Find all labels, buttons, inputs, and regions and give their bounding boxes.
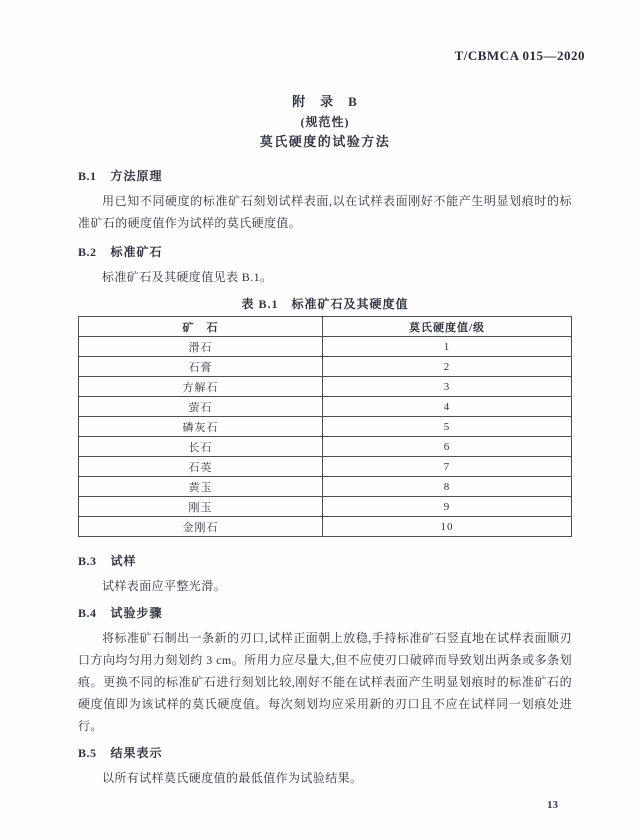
page-content [78,94,572,789]
section-paragraph: 标准矿石及其硬度值见表 B.1。 [102,270,273,284]
table-row [79,337,572,357]
mineral-name: 金刚石 [79,517,323,537]
section-paragraph: 试样表面应平整光滑。 [102,579,227,593]
mineral-name: 黄玉 [79,477,323,497]
mineral-name: 石英 [79,457,323,477]
mineral-name: 滑石 [79,337,323,357]
hardness-value: 8 [323,477,572,497]
section-id: B.3 [78,554,97,568]
section-id: B.2 [78,245,97,259]
table-row [79,377,572,397]
mineral-name: 方解石 [79,377,323,397]
table-header-row [79,317,572,337]
standard-reference: T/CBMCA 015—2020 [454,48,585,63]
section-heading-b5 [78,745,572,761]
table-row [79,517,572,537]
hardness-value: 3 [323,377,572,397]
mineral-name: 萤石 [79,397,323,417]
table-row [79,437,572,457]
hardness-value: 6 [323,437,572,457]
column-header-hardness: 莫氏硬度值/级 [323,317,572,337]
section-heading-b4 [78,605,572,621]
hardness-value: 2 [323,357,572,377]
section-title: 标准矿石 [110,245,163,259]
section-id: B.5 [78,746,97,760]
table-row [79,477,572,497]
hardness-value: 9 [323,497,572,517]
table-row [79,457,572,477]
table-row [79,417,572,437]
section-paragraph: 将标准矿石制出一条新的刃口,试样正面朝上放稳,手持标准矿石竖直地在试样表面顺刃口方向均匀用力刻划约 3 cm。所用力应尽量大,但不应使刃口破碎而导致划出两条或多条划痕。更换不同的标准矿石进行刻划比较,刚好不能在试样表面产生明显划痕时的标准矿石的硬度值即为该试样的莫氏硬度值。每次刻划均应采用新的刃口且不应在试样同一划痕处进行。 [78,631,572,733]
page-number: 13 [547,799,558,811]
mineral-name: 刚玉 [79,497,323,517]
hardness-value: 7 [323,457,572,477]
section-paragraph: 以所有试样莫氏硬度值的最低值作为试验结果。 [102,771,363,785]
mineral-name: 长石 [79,437,323,457]
appendix-title: 附 录 B [292,94,358,109]
mineral-name: 石膏 [79,357,323,377]
section-heading-b1 [78,168,572,184]
table-caption: 表 B.1 标准矿石及其硬度值 [241,297,409,311]
section-title: 方法原理 [110,169,163,183]
table-row [79,397,572,417]
mineral-hardness-table [78,316,572,537]
section-title: 试样 [110,554,137,568]
hardness-value: 10 [323,517,572,537]
section-title: 结果表示 [110,746,163,760]
column-header-mineral: 矿 石 [79,317,323,337]
section-title: 试验步骤 [110,606,163,620]
appendix-subtitle: (规范性) [300,115,350,129]
table-row [79,357,572,377]
mineral-name: 磷灰石 [79,417,323,437]
hardness-value: 5 [323,417,572,437]
section-id: B.4 [78,606,97,620]
hardness-value: 1 [323,337,572,357]
section-heading-b3 [78,553,572,569]
hardness-value: 4 [323,397,572,417]
section-heading-b2 [78,244,572,260]
section-paragraph: 用已知不同硬度的标准矿石刻划试样表面,以在试样表面刚好不能产生明显划痕时的标准矿石的硬度值作为试样的莫氏硬度值。 [78,194,572,230]
section-id: B.1 [78,169,97,183]
appendix-heading: 莫氏硬度的试验方法 [259,134,391,149]
table-row [79,497,572,517]
